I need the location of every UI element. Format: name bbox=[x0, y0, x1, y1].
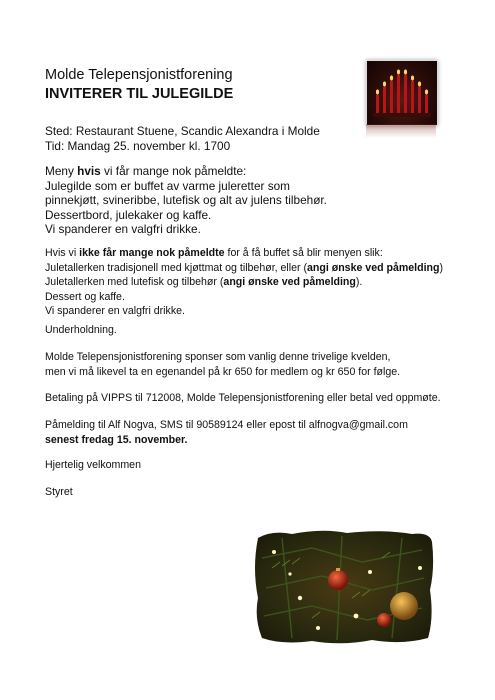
full-menu-block bbox=[45, 164, 327, 237]
full-menu-line: Dessertbord, julekaker og kaffe. bbox=[45, 207, 212, 222]
candle-holder-photo bbox=[366, 60, 438, 126]
event-location-block bbox=[45, 124, 320, 153]
alt-menu-line: Vi spanderer en valgfri drikke. bbox=[45, 305, 185, 318]
alt-menu-intro: Hvis vi ikke får mange nok påmeldte for å få buffet så blir menyen slik: bbox=[45, 247, 383, 259]
invitation-heading: INVITERER TIL JULEGILDE bbox=[45, 86, 234, 102]
full-menu-intro: Meny hvis vi får mange nok påmeldte: bbox=[45, 164, 247, 178]
christmas-tree-ornaments-photo bbox=[252, 528, 435, 646]
full-menu-line: Vi spanderer en valgfri drikke. bbox=[45, 222, 201, 236]
candle-photo-reflection bbox=[366, 124, 436, 138]
payment-paragraph: Betaling på VIPPS til 712008, Molde Telepensjonistforening eller betal ved oppmøte. bbox=[45, 392, 441, 404]
sponsor-paragraph: Molde Telepensjonistforening sponser som vanlig denne trivelige kvelden, men vi må likevel ta en egenandel på kr 650 for medlem og kr 650 for følge. bbox=[45, 351, 401, 378]
event-time: Tid: Mandag 25. november kl. 1700 bbox=[45, 138, 231, 153]
alt-menu-line: Juletallerken tradisjonell med kjøttmat og tilbehør, eller (angi ønske ved påmelding) bbox=[45, 261, 443, 274]
alt-menu-line: Juletallerken med lutefisk og tilbehør (angi ønske ved påmelding). bbox=[45, 276, 363, 289]
alternative-menu-block bbox=[45, 246, 443, 319]
signature-text: Styret bbox=[45, 486, 73, 498]
signup-contact: Påmelding til Alf Nogva, SMS til 90589124 eller epost til alfnogva@gmail.com bbox=[45, 419, 408, 431]
full-menu-line: pinnekjøtt, svineribbe, lutefisk og alt av julens tilbehør. bbox=[45, 193, 327, 207]
entertainment-note: Underholdning. bbox=[45, 324, 117, 336]
event-place: Sted: Restaurant Stuene, Scandic Alexandra i Molde bbox=[45, 124, 320, 138]
signup-deadline: senest fredag 15. november. bbox=[45, 433, 188, 446]
organization-name: Molde Telepensjonistforening bbox=[45, 67, 233, 83]
signup-paragraph bbox=[45, 418, 408, 447]
welcome-text: Hjertelig velkommen bbox=[45, 459, 141, 471]
alt-menu-line: Dessert og kaffe. bbox=[45, 290, 125, 303]
full-menu-line: Julegilde som er buffet av varme juleretter som bbox=[45, 178, 291, 193]
